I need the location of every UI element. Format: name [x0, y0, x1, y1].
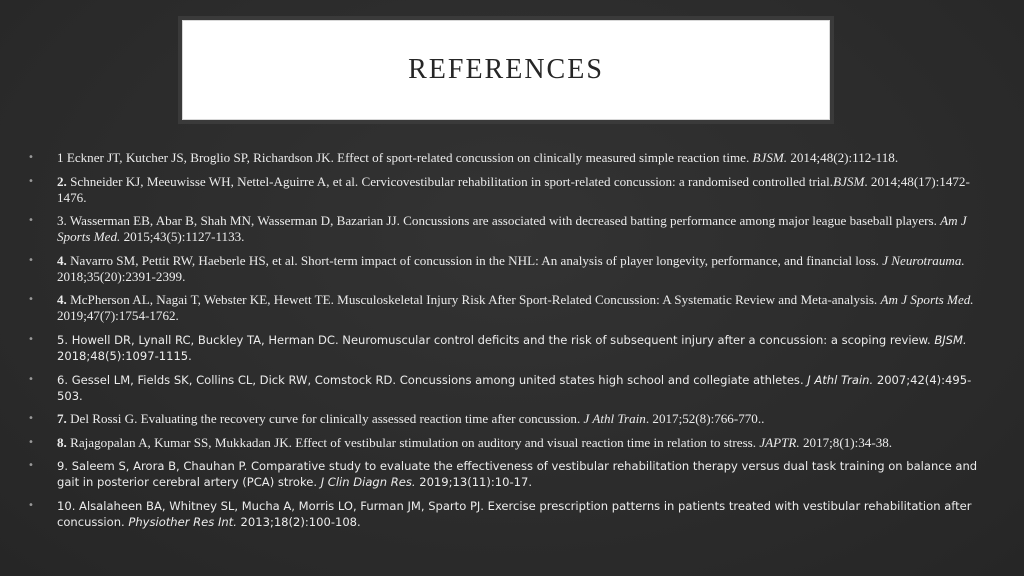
reference-number: 8.	[57, 434, 67, 450]
bullet-icon: •	[28, 175, 34, 187]
reference-item	[28, 253, 988, 285]
reference-citation: . 2017;52(8):766-770..	[645, 411, 765, 427]
bullet-icon: •	[28, 152, 34, 163]
reference-text: Saleem S, Arora B, Chauhan P. Comparative study to evaluate the effectiveness of vestibular rehabilitation therapy versus dual task training on balance and gait in posterior cerebral artery (PCA) stroke.	[57, 459, 978, 490]
reference-journal: Am J Sports Med.	[57, 213, 967, 245]
reference-item	[28, 435, 988, 451]
reference-text: Rajagopalan A, Kumar SS, Mukkadan JK. Effect of vestibular stimulation on auditory and visual reaction time in relation to stress.	[66, 434, 760, 450]
reference-citation: 2007;42(4):495-503.	[57, 372, 972, 403]
reference-citation: 2014;48(2):112-118.	[787, 150, 899, 165]
reference-item	[28, 213, 988, 245]
reference-journal: BJSM.	[934, 332, 967, 347]
reference-number: 3.	[57, 213, 67, 229]
reference-text: McPherson AL, Nagai T, Webster KE, Hewett TE. Musculoskeletal Injury Risk After Sport-Related Concussion: A Systematic Review and Meta-analysis.	[66, 292, 881, 308]
reference-item	[28, 498, 988, 530]
bullet-icon: •	[28, 294, 34, 306]
reference-journal: Am J Sports Med.	[880, 292, 974, 308]
bullet-icon: •	[28, 254, 34, 266]
reference-journal: J Athl Train	[583, 411, 646, 427]
reference-journal: Physiother Res Int.	[128, 514, 237, 529]
reference-citation: 2018;35(20):2391-2399.	[57, 268, 186, 284]
reference-item	[28, 458, 988, 490]
reference-item	[28, 174, 988, 206]
reference-number: 4.	[57, 252, 67, 268]
reference-number: 1	[57, 150, 64, 165]
reference-citation: 2019;13(11):10-17.	[415, 475, 533, 490]
reference-item	[28, 411, 988, 427]
reference-journal: J Athl Train.	[807, 372, 874, 387]
references-list	[28, 150, 988, 538]
bullet-icon: •	[28, 373, 34, 385]
bullet-icon: •	[28, 460, 34, 472]
bullet-icon: •	[28, 436, 34, 448]
reference-number: 10.	[57, 498, 76, 513]
bullet-icon: •	[28, 499, 34, 511]
reference-journal: J Clin Diagn Res.	[320, 475, 416, 490]
reference-number: 5.	[57, 332, 69, 347]
reference-text: Wasserman EB, Abar B, Shah MN, Wasserman D, Bazarian JJ. Concussions are associated with decreased batting performance among major league baseball players.	[66, 213, 941, 229]
reference-citation: 2019;47(7):1754-1762.	[57, 308, 179, 324]
title-box	[182, 20, 830, 120]
bullet-icon: •	[28, 333, 34, 345]
reference-text: Howell DR, Lynall RC, Buckley TA, Herman DC. Neuromuscular control deficits and the risk of subsequent injury after a concussion: a scoping review.	[68, 332, 935, 347]
reference-number: 2.	[57, 173, 67, 189]
reference-text: Eckner JT, Kutcher JS, Broglio SP, Richardson JK. Effect of sport-related concussion on clinically measured simple reaction time.	[63, 150, 753, 165]
reference-journal: J Neurotrauma.	[882, 252, 965, 268]
reference-journal: BJSM	[833, 173, 865, 189]
reference-citation: 2017;8(1):34-38.	[799, 434, 893, 450]
reference-journal: JAPTR.	[759, 434, 800, 450]
reference-citation: . 2014;48(17):1472-1476.	[57, 173, 970, 205]
reference-item	[28, 332, 988, 364]
bullet-icon: •	[28, 215, 34, 227]
reference-citation: 2015;43(5):1127-1133.	[120, 229, 245, 245]
reference-item	[28, 292, 988, 324]
reference-citation: 2018;48(5):1097-1115.	[57, 348, 192, 363]
reference-text: Del Rossi G. Evaluating the recovery curve for clinically assessed reaction time after concussion.	[66, 411, 584, 427]
reference-number: 9.	[57, 459, 69, 474]
reference-item	[28, 150, 988, 166]
bullet-icon: •	[28, 413, 34, 425]
reference-number: 6.	[57, 372, 69, 387]
reference-text: Navarro SM, Pettit RW, Haeberle HS, et al. Short-term impact of concussion in the NHL: An analysis of player longevity, performance, and financial loss.	[66, 252, 883, 268]
reference-text: Alsalaheen BA, Whitney SL, Mucha A, Morris LO, Furman JM, Sparto PJ. Exercise prescription patterns in patients treated with vestibular rehabilitation after concussion.	[57, 498, 972, 529]
reference-journal: BJSM.	[752, 150, 788, 165]
reference-citation: 2013;18(2):100-108.	[236, 514, 361, 529]
reference-number: 7.	[57, 411, 67, 427]
reference-number: 4.	[57, 292, 67, 308]
reference-text: Schneider KJ, Meeuwisse WH, Nettel-Aguirre A, et al. Cervicovestibular rehabilitation in sport-related concussion: a randomised controlled trial.	[66, 173, 834, 189]
reference-item	[28, 372, 988, 404]
slide-title: REFERENCES	[408, 54, 604, 85]
reference-text: Gessel LM, Fields SK, Collins CL, Dick RW, Comstock RD. Concussions among united states high school and collegiate athletes.	[68, 372, 808, 387]
